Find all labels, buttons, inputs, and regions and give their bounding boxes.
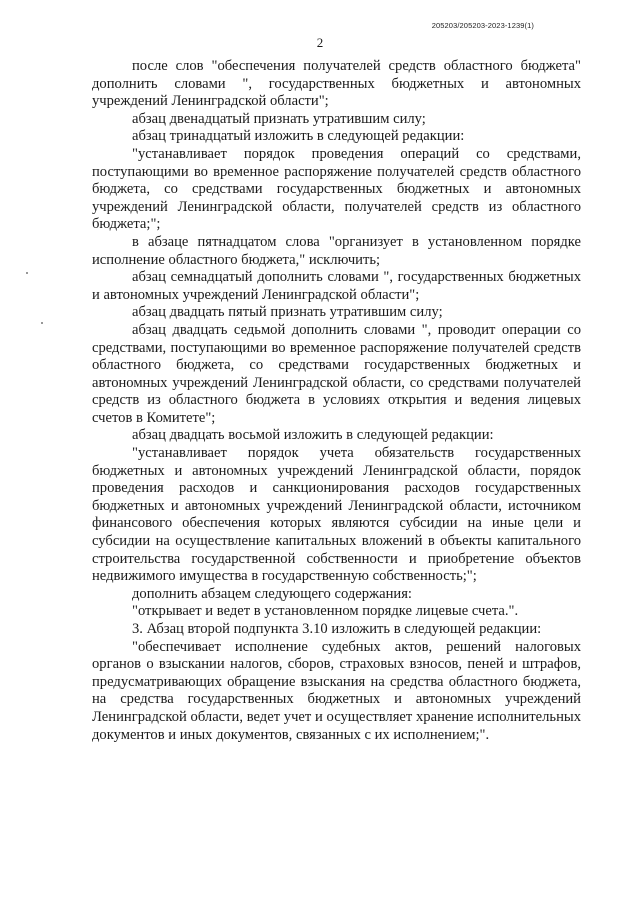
paragraph: абзац тринадцатый изложить в следующей редакции:	[132, 128, 465, 145]
scan-speck	[41, 322, 43, 324]
paragraph: 3. Абзац второй подпункта 3.10 изложить в следующей редакции:	[132, 621, 542, 637]
scan-speck	[26, 272, 28, 274]
paragraph: после слов "обеспечения получателей средств областного бюджета" дополнить словами ", государственных бюджетных и автономных учреждений Ленинградской области";	[92, 58, 581, 110]
paragraph: дополнить абзацем следующего содержания:	[132, 585, 412, 602]
document-id: 205203/205203-2023-1239(1)	[431, 21, 534, 30]
document-body	[92, 58, 581, 744]
paragraph: абзац семнадцатый дополнить словами ", государственных бюджетных и автономных учреждений Ленинградской области";	[92, 269, 581, 303]
paragraph: "открывает и ведет в установленном порядке лицевые счета.".	[132, 603, 519, 620]
paragraph: абзац двадцать седьмой дополнить словами ", проводит операции со средствами, поступающими во временное распоряжение получателей средств областного бюджета, со средствами государственных бюджетных и автономных учреждений Ленинградской области, со средствами получателей средств из областного бюджета в условиях открытия и ведения лицевых счетов в Комитете";	[92, 321, 581, 426]
paragraph: "обеспечивает исполнение судебных актов, решений налоговых органов о взыскании налогов, сборов, страховых взносов, пеней и штрафов, предусматривающих обращение взыскания на средства областного бюджета, на средства государственных бюджетных и автономных учреждений Ленинградской области, ведет учет и осуществляет хранение исполнительных документов и иных документов, связанных с их исполнением;".	[92, 638, 581, 743]
paragraph: абзац двенадцатый признать утратившим силу;	[132, 110, 426, 127]
paragraph: абзац двадцать восьмой изложить в следующей редакции:	[132, 427, 494, 444]
paragraph: в абзаце пятнадцатом слова "организует в установленном порядке исполнение областного бюджета," исключить;	[92, 233, 581, 268]
paragraph: абзац двадцать пятый признать утратившим силу;	[132, 304, 443, 321]
paragraph: "устанавливает порядок проведения операций со средствами, поступающими во временное распоряжение получателей средств областного бюджета, со средствами государственных бюджетных и автономных учреждений Ленинградской области, получателей средств из областного бюджета;";	[92, 145, 581, 233]
page-number: 2	[316, 35, 324, 50]
paragraph: "устанавливает порядок учета обязательств государственных бюджетных и автономных учреждений Ленинградской области, порядок проведения расходов и санкционирования расходов государственных бюджетных и автономных учреждений Ленинградской области, источником финансового обеспечения которых являются субсидии на иные цели и субсидии на осуществление капитальных вложений в объекты капитального строительства государственной собственности и приобретение объектов недвижимого имущества в государственную собственность;";	[92, 445, 581, 585]
